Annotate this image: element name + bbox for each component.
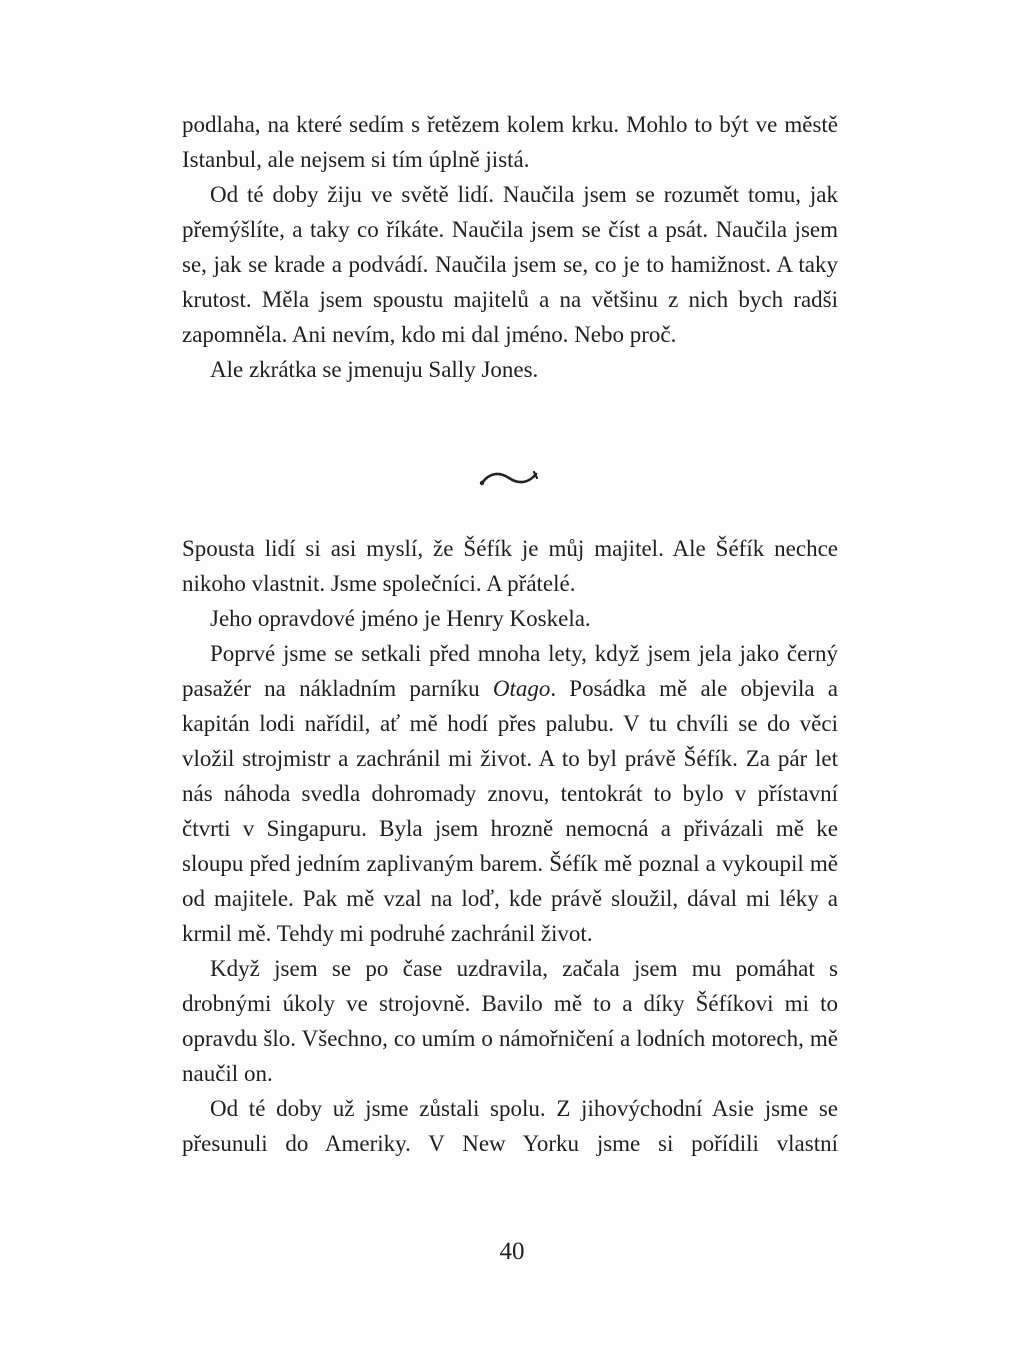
paragraph-text: Poprvé jsme se setkali před mnoha lety, když jsem jela jako černý pasažér na nákladním parníku	[182, 641, 838, 701]
text-section-1	[182, 107, 838, 387]
paragraph	[182, 636, 838, 951]
text-section-2	[182, 531, 838, 1161]
paragraph: podlaha, na které sedím s řetězem kolem krku. Mohlo to být ve městě Istanbul, ale nejsem si tím úplně jistá.	[182, 112, 838, 172]
paragraph: Od té doby už jsme zůstali spolu. Z jihovýchodní Asie jsme se přesunuli do Ameriky. V New Yorku jsme si pořídili vlastní	[182, 1096, 838, 1156]
paragraph: Od té doby žiju ve světě lidí. Naučila jsem se rozumět tomu, jak přemýšlíte, a taky co říkáte. Naučila jsem se číst a psát. Naučila jsem se, jak se krade a podvádí. Naučila jsem se, co je to hamižnost. A taky krutost. Měla jsem spoustu majitelů a na většinu z nich bych radši zapomněla. Ani nevím, kdo mi dal jméno. Nebo proč.	[182, 182, 838, 347]
page-number: 40	[499, 1238, 525, 1265]
tilde-ornament-icon	[478, 466, 540, 490]
paragraph: Spousta lidí si asi myslí, že Šéfík je můj majitel. Ale Šéfík nechce nikoho vlastnit. Jsme společníci. A přátelé.	[182, 536, 838, 596]
paragraph: Jeho opravdové jméno je Henry Koskela.	[210, 606, 591, 631]
paragraph-text: . Posádka mě ale objevila a kapitán lodi nařídil, ať mě hodí přes palubu. V tu chvíli se do věci vložil strojmistr a zachránil mi život. A to byl právě Šéfík. Za pár let nás náhoda svedla dohromady znovu, tentokrát to bylo v přístavní čtvrti v Singapuru. Byla jsem hrozně nemocná a přivázali mě ke sloupu před jedním zaplivaným barem. Šéfík mě poznal a vykoupil mě od majitele. Pak mě vzal na loď, kde právě sloužil, dával mi léky a krmil mě. Tehdy mi podruhé zachránil život.	[182, 676, 838, 946]
paragraph: Ale zkrátka se jmenuju Sally Jones.	[210, 357, 539, 382]
paragraph: Když jsem se po čase uzdravila, začala jsem mu pomáhat s drobnými úkoly ve strojovně. Bavilo mě to a díky Šéfíkovi mi to opravdu šlo. Všechno, co umím o námořničení a lodních motorech, mě naučil on.	[182, 956, 838, 1086]
ship-name: Otago	[492, 676, 551, 701]
